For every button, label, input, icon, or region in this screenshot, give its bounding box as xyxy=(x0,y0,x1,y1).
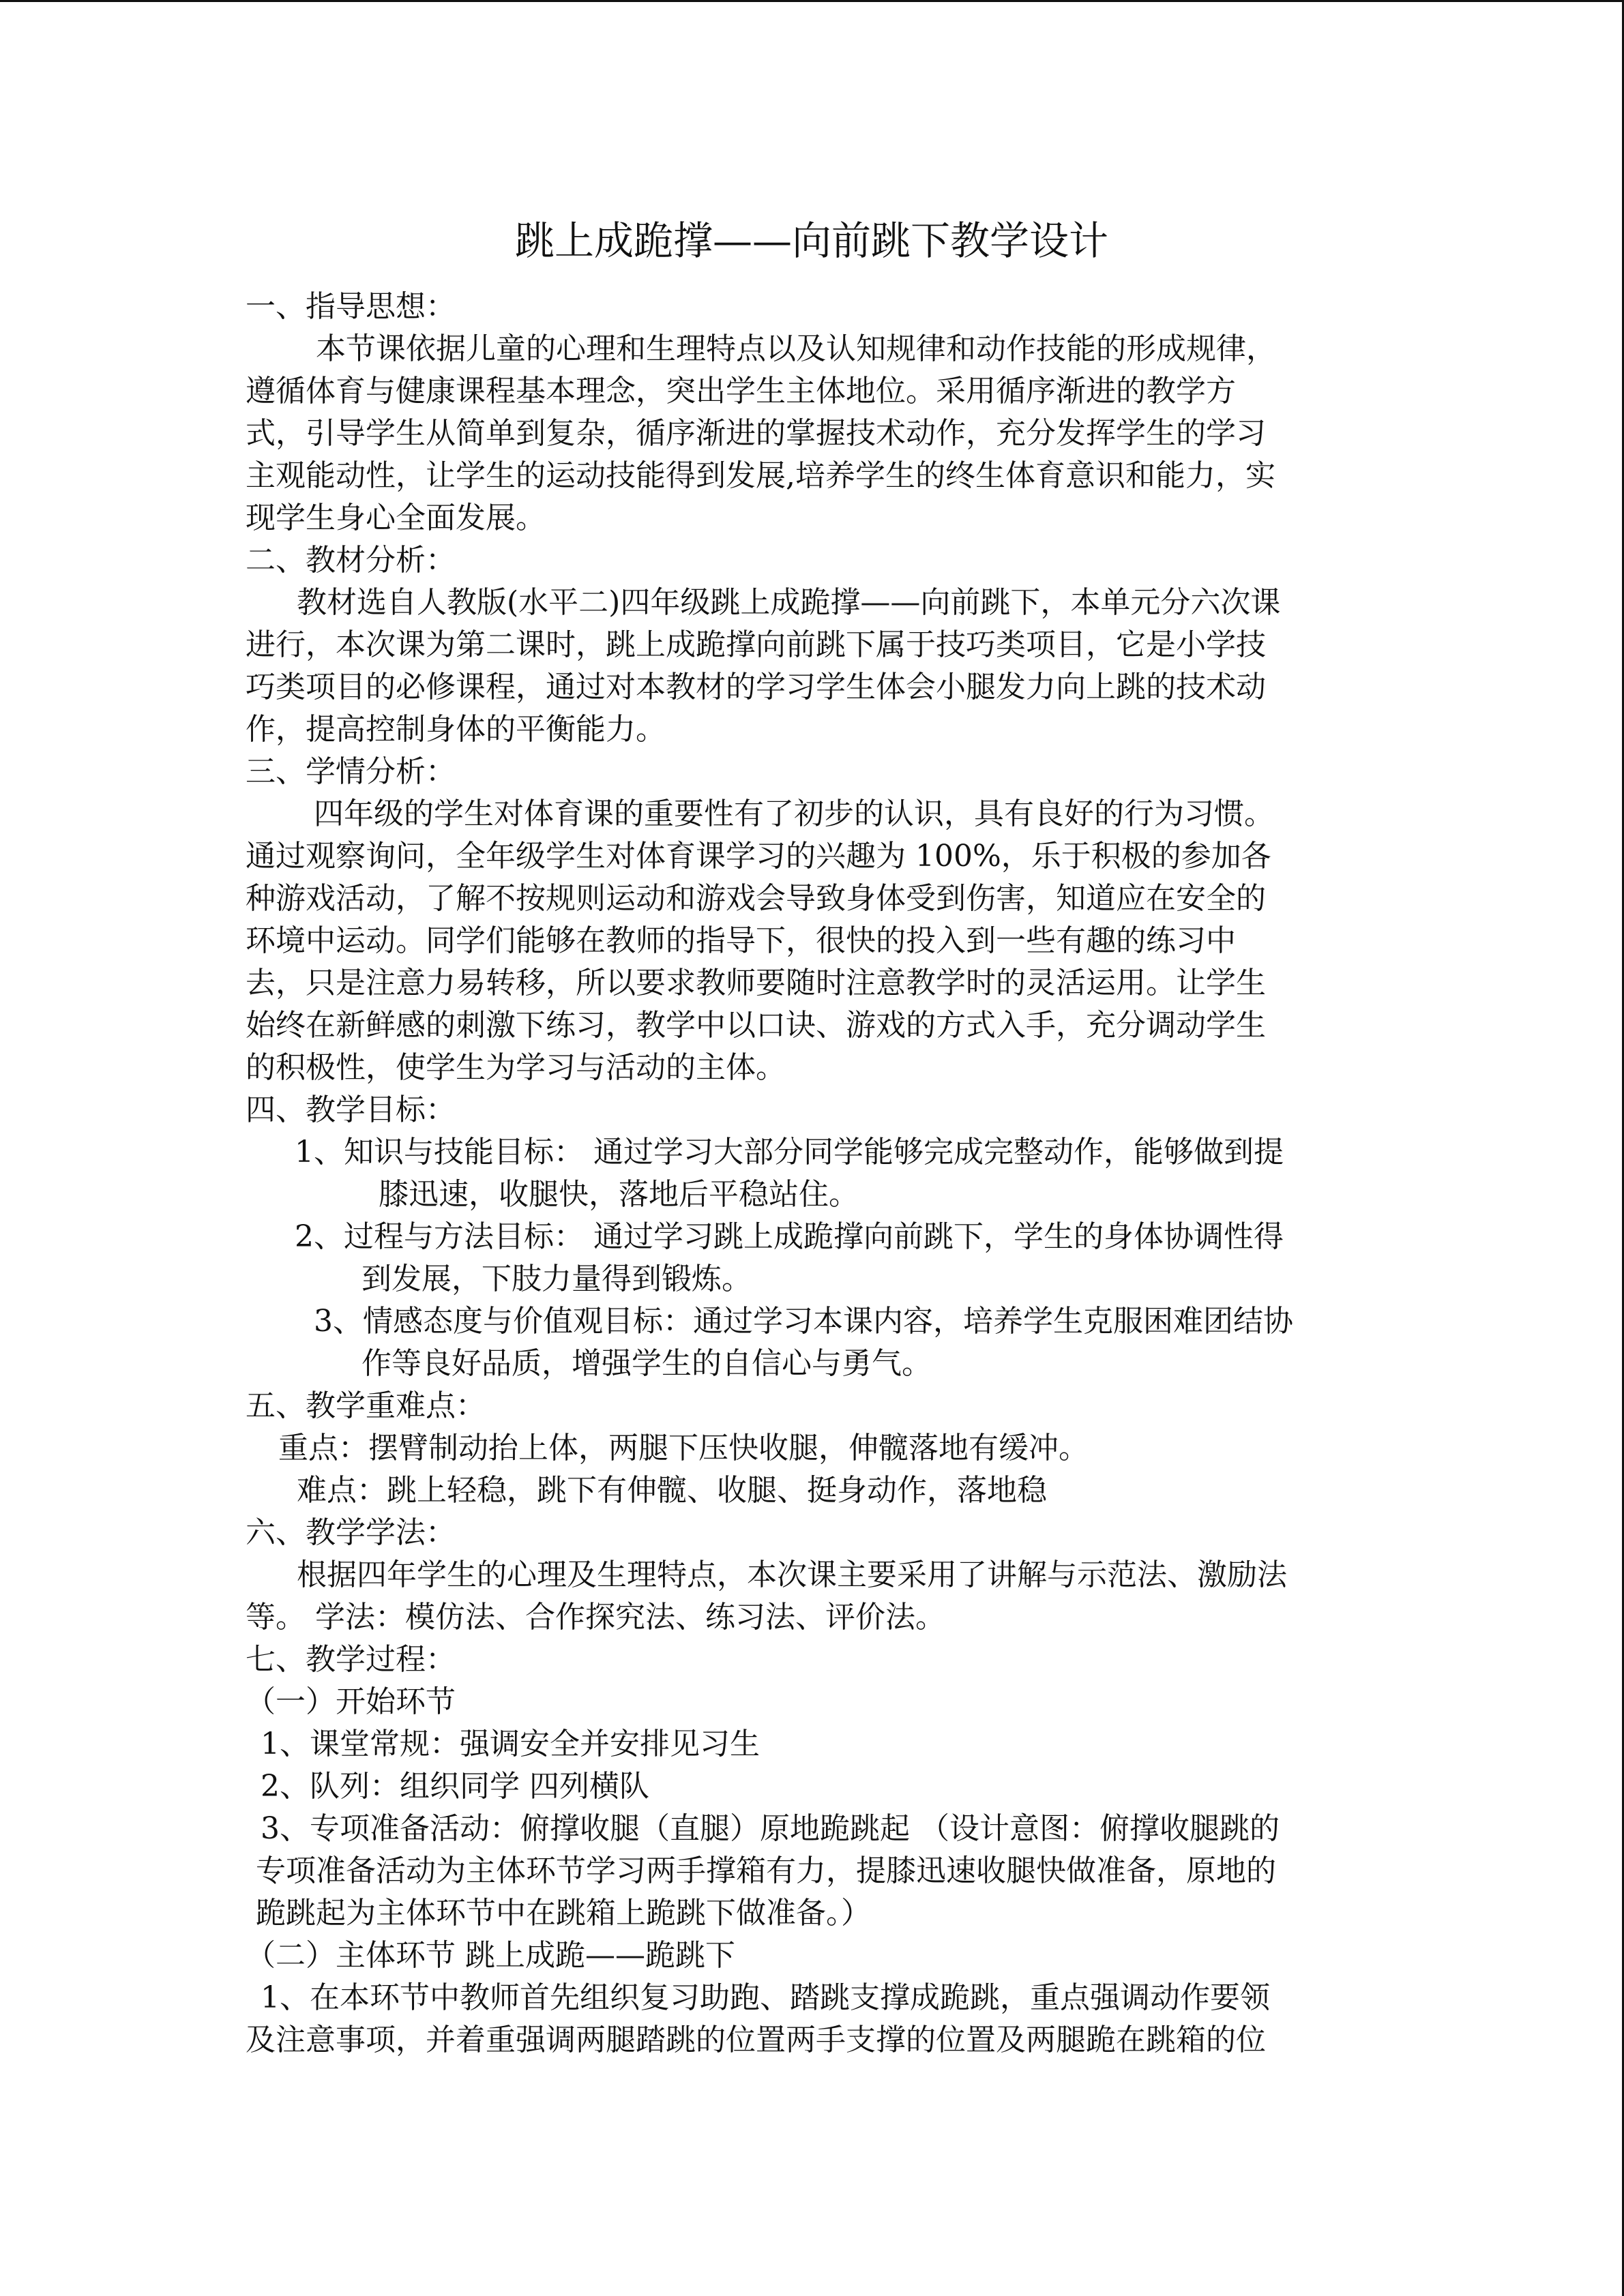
text-line: 主观能动性，让学生的运动技能得到发展,培养学生的终生体育意识和能力，实 xyxy=(246,458,1275,493)
text-line: 的积极性，使学生为学习与活动的主体。 xyxy=(246,1050,786,1085)
text-line: 现学生身心全面发展。 xyxy=(246,501,546,535)
text-line: 始终在新鲜感的刺激下练习，教学中以口诀、游戏的方式入手，充分调动学生 xyxy=(246,1008,1266,1043)
text-line: 到发展，下肢力量得到锻炼。 xyxy=(361,1262,752,1296)
text-line: 五、教学重难点： xyxy=(246,1388,486,1423)
text-line: 跪跳起为主体环节中在跳箱上跪跳下做准备。） xyxy=(256,1896,871,1930)
text-line: 作等良好品质，增强学生的自信心与勇气。 xyxy=(361,1346,932,1381)
text-line: 式，引导学生从简单到复杂，循序渐进的掌握技术动作，充分发挥学生的学习 xyxy=(246,416,1266,451)
text-line: 1、在本环节中教师首先组织复习助跑、踏跳支撑成跪跳，重点强调动作要领 xyxy=(261,1980,1270,2015)
text-line: 膝迅速，收腿快，落地后平稳站住。 xyxy=(379,1177,859,1212)
text-line: 种游戏活动，了解不按规则运动和游戏会导致身体受到伤害，知道应在安全的 xyxy=(246,881,1266,916)
document-title: 跳上成跪撑——向前跳下教学设计 xyxy=(514,218,1108,264)
text-line: 重点：摆臂制动抬上体，两腿下压快收腿，伸髋落地有缓冲。 xyxy=(278,1431,1089,1465)
text-line: （一）开始环节 xyxy=(246,1684,456,1719)
text-line: 作，提高控制身体的平衡能力。 xyxy=(246,712,666,747)
text-line: 1、知识与技能目标： 通过学习大部分同学能够完成完整动作，能够做到提 xyxy=(295,1135,1284,1169)
text-line: 专项准备活动为主体环节学习两手撑箱有力，提膝迅速收腿快做准备，原地的 xyxy=(256,1853,1276,1888)
text-line: 1、课堂常规：强调安全并安排见习生 xyxy=(261,1727,760,1761)
text-line: 教材选自人教版(水平二)四年级跳上成跪撑——向前跳下，本单元分六次课 xyxy=(297,585,1281,620)
text-line: 及注意事项，并着重强调两腿踏跳的位置两手支撑的位置及两腿跪在跳箱的位 xyxy=(246,2023,1266,2057)
text-line: 3、专项准备活动：俯撑收腿（直腿）原地跪跳起 （设计意图：俯撑收腿跳的 xyxy=(261,1811,1280,1846)
text-line: 2、过程与方法目标： 通过学习跳上成跪撑向前跳下，学生的身体协调性得 xyxy=(295,1219,1284,1254)
text-line: 四、教学目标： xyxy=(246,1092,456,1127)
text-line: 巧类项目的必修课程，通过对本教材的学习学生体会小腿发力向上跳的技术动 xyxy=(246,670,1266,704)
text-line: 四年级的学生对体育课的重要性有了初步的认识，具有良好的行为习惯。 xyxy=(314,796,1274,831)
text-line: 七、教学过程： xyxy=(246,1642,456,1677)
text-line: 根据四年学生的心理及生理特点，本次课主要采用了讲解与示范法、激励法 xyxy=(297,1557,1287,1592)
text-line: 一、指导思想： xyxy=(246,289,456,324)
text-line: 去，只是注意力易转移，所以要求教师要随时注意教学时的灵活运用。让学生 xyxy=(246,966,1266,1000)
text-line: 等。 学法：模仿法、合作探究法、练习法、评价法。 xyxy=(246,1600,945,1635)
text-line: 三、学情分析： xyxy=(246,754,456,789)
text-line: 六、教学学法： xyxy=(246,1515,456,1550)
text-line: 环境中运动。同学们能够在教师的指导下，很快的投入到一些有趣的练习中 xyxy=(246,923,1236,958)
text-line: 进行，本次课为第二课时，跳上成跪撑向前跳下属于技巧类项目，它是小学技 xyxy=(246,627,1266,662)
text-line: （二）主体环节 跳上成跪——跪跳下 xyxy=(246,1938,735,1973)
text-line: 通过观察询问，全年级学生对体育课学习的兴趣为 100%，乐于积极的参加各 xyxy=(246,839,1271,874)
text-line: 难点：跳上轻稳，跳下有伸髋、收腿、挺身动作，落地稳 xyxy=(297,1473,1047,1508)
text-line: 遵循体育与健康课程基本理念，突出学生主体地位。采用循序渐进的教学方 xyxy=(246,374,1236,408)
text-line: 2、队列：组织同学 四列横队 xyxy=(261,1769,649,1804)
text-line: 本节课依据儿童的心理和生理特点以及认知规律和动作技能的形成规律， xyxy=(316,331,1276,366)
page-top-border xyxy=(0,0,1624,2)
text-line: 二、教材分析： xyxy=(246,543,456,578)
text-line: 3、情感态度与价值观目标：通过学习本课内容，培养学生克服困难团结协 xyxy=(314,1304,1293,1339)
